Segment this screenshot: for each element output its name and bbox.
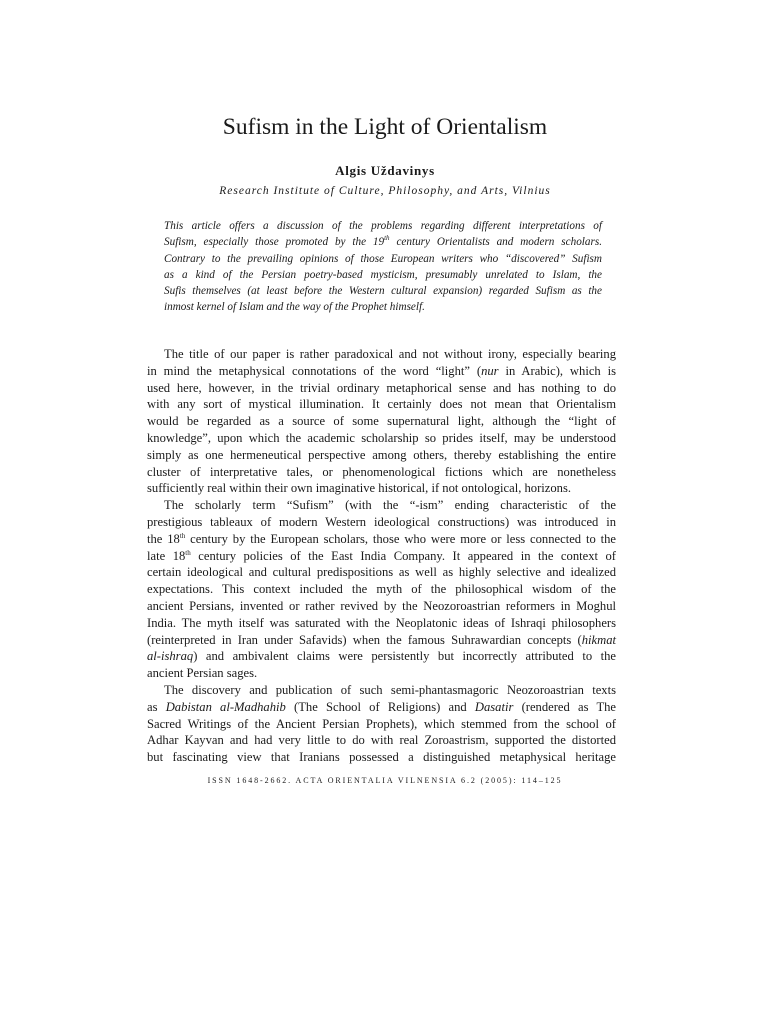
paper-title: Sufism in the Light of Orientalism bbox=[222, 114, 548, 140]
body-line: simply as one hermeneutical perspective among others, thereby establishing the entire bbox=[147, 447, 616, 462]
body-line: The scholarly term “Sufism” (with the “-ism” ending characteristic of the bbox=[164, 498, 616, 513]
body-line: The discovery and publication of such semi-phantasmagoric Neozoroastrian texts bbox=[164, 682, 616, 697]
body-line: in mind the metaphysical connotations of the word “light” (nur in Arabic), which is bbox=[147, 363, 616, 378]
abstract-line: Sufis themselves (at least before the Western cultural expansion) regarded Sufism as the bbox=[164, 285, 602, 298]
body-line: as Dabistan al-Madhahib (The School of Religions) and Dasatir (rendered as The bbox=[147, 699, 617, 714]
body-line: would be regarded as a source of some supernatural light, although the “light of bbox=[147, 414, 616, 429]
body-line: ancient Persians, invented or rather revived by the Neozoroastrian reformers in Moghul bbox=[147, 598, 616, 613]
paragraph-2 bbox=[147, 497, 616, 682]
paragraph-1 bbox=[147, 346, 616, 497]
body-line: prestigious tableaux of modern Western ideological constructions) was introduced in bbox=[147, 514, 616, 529]
body-line: India. The myth itself was saturated with the Neoplatonic ideas of Ishraqi philosophers bbox=[147, 615, 616, 630]
body-line: certain ideological and cultural predispositions as well as highly selective and idealized bbox=[147, 565, 616, 580]
body-line: al-ishraq) and ambivalent claims were persistently but incorrectly attributed to the bbox=[147, 649, 616, 664]
body-line: expectations. This context included the myth of the philosophical wisdom of the bbox=[147, 582, 616, 597]
body-line: ancient Persian sages. bbox=[147, 666, 258, 681]
body-line: Sacred Writings of the Ancient Persian Prophets), which stemmed from the school of bbox=[147, 716, 616, 731]
body-line: The title of our paper is rather paradoxical and not without irony, especially bearing bbox=[164, 347, 616, 361]
abstract-line: as a kind of the Persian poetry-based mysticism, presumably unrelated to Islam, the bbox=[164, 268, 602, 281]
body-line: (reinterpreted in Iran under Safavids) when the famous Suhrawardian concepts (hikmat bbox=[147, 632, 616, 647]
journal-footer: ISSN 1648-2662. ACTA ORIENTALIA VILNENSIA 6.2 (2005): 114–125 bbox=[207, 776, 563, 785]
body-line: knowledge”, upon which the academic scholarship so prides itself, may be understood bbox=[147, 430, 616, 445]
body-line: cluster of interpretative tales, or phenomenological fictions which are nonetheless bbox=[147, 464, 616, 479]
body-line: late 18th century policies of the East India Company. It appeared in the context of bbox=[147, 548, 617, 563]
abstract-line: Sufism, especially those promoted by the 19th century Orientalists and modern scholars. bbox=[164, 234, 602, 249]
abstract bbox=[164, 218, 602, 316]
body-text bbox=[147, 346, 616, 766]
paragraph-3 bbox=[147, 682, 616, 766]
body-line: the 18th century by the European scholars, those who were more or less connected to the bbox=[147, 531, 616, 546]
author-affiliation: Research Institute of Culture, Philosophy, and Arts, Vilnius bbox=[219, 185, 551, 197]
body-line: Adhar Kayvan and had very little to do with real Zoroastrism, supported the distorted bbox=[147, 733, 616, 748]
abstract-line: inmost kernel of Islam and the way of the Prophet himself. bbox=[164, 301, 425, 314]
body-line: sufficiently real within their own imaginative historical, if not ontological, horizons. bbox=[147, 481, 572, 496]
abstract-line: This article offers a discussion of the problems regarding different interpretations of bbox=[164, 220, 602, 232]
body-line: but fascinating view that Iranians possessed a distinguished metaphysical heritage bbox=[147, 750, 616, 765]
author-name: Algis Uždavinys bbox=[335, 163, 435, 178]
abstract-line: Contrary to the prevailing opinions of those European writers who “discovered” Sufism bbox=[164, 252, 602, 265]
body-line: with any sort of mystical illumination. It certainly does not mean that Orientalism bbox=[147, 397, 616, 412]
body-line: used here, however, in the trivial ordinary metaphorical sense and has nothing to do bbox=[147, 380, 616, 395]
